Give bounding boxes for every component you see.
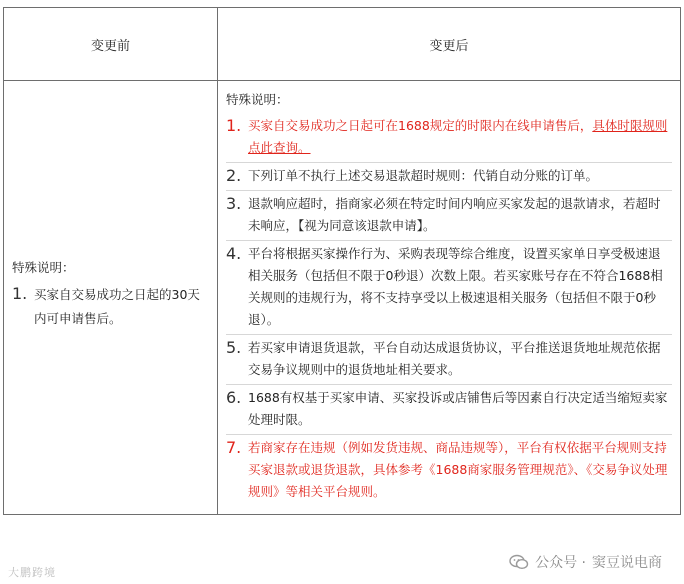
- rule-number: 6.: [226, 388, 242, 407]
- after-rule-list: [226, 115, 672, 506]
- rule-text: 若买家申请退货退款，平台自动达成退货协议，平台推送退货地址规范依据交易争议规则中的退货地址相关要求。: [248, 340, 661, 377]
- header-before: 变更前: [4, 8, 218, 81]
- rule-number: 5.: [226, 338, 242, 357]
- after-rule-item: [226, 437, 672, 506]
- after-intro: 特殊说明：: [226, 92, 289, 107]
- rule-text: [248, 115, 672, 159]
- rule-number: 1.: [226, 116, 242, 135]
- after-rule-item: [226, 243, 672, 335]
- after-rule-item: [226, 165, 672, 191]
- before-intro: 特殊说明：: [12, 260, 75, 275]
- comparison-table: [3, 7, 681, 515]
- after-rule-item: [226, 387, 672, 435]
- after-cell: [218, 81, 681, 515]
- before-rule-list: [12, 283, 209, 334]
- rule-number: 1.: [12, 284, 28, 303]
- rule-text: 若商家存在违规（例如发货违规、商品违规等），平台有权依据平台规则支持买家退款或退货退款，具体参考《1688商家服务管理规范》、《交易争议处理规则》等相关平台规则。: [248, 440, 668, 499]
- before-cell: [4, 81, 218, 515]
- rule-text-main: 买家自交易成功之日起可在1688规定的时限内在线申请售后，: [248, 118, 593, 133]
- rule-number: 2.: [226, 166, 242, 185]
- watermark-prefix: 公众号 ·: [535, 555, 586, 571]
- rule-text: 1688有权基于买家申请、买家投诉或店铺售后等因素自行决定适当缩短卖家处理时限。: [248, 390, 668, 427]
- rule-text: 退款响应超时，指商家必须在特定时间内响应买家发起的退款请求，若超时未响应，【视为同意该退款申请】。: [248, 196, 661, 233]
- watermark-name: 窦豆说电商: [592, 555, 662, 571]
- watermark-right: [509, 552, 662, 572]
- rule-number: 4.: [226, 244, 242, 263]
- rule-text: 买家自交易成功之日起的30天内可申请售后。: [34, 287, 200, 326]
- rule-text: 平台将根据买家操作行为、采购表现等综合维度，设置买家单日享受极速退相关服务（包括但不限于0秒退）次数上限。若买家账号存在不符合1688相关规则的违规行为，将不支持享受以上极速退相关服务（包括但不限于0秒退）。: [248, 246, 663, 327]
- wechat-icon: [509, 554, 529, 570]
- watermark-left: 大鹏跨境: [8, 566, 56, 579]
- after-rule-item: [226, 193, 672, 241]
- rule-number: 3.: [226, 194, 242, 213]
- rule-number: 7.: [226, 438, 242, 457]
- after-rule-item: [226, 337, 672, 385]
- time-limit-rule-link[interactable]: 具体时限规则点此查询。: [248, 118, 668, 155]
- content-row: [4, 81, 681, 515]
- rule-text: 下列订单不执行上述交易退款超时规则：代销自动分账的订单。: [248, 168, 599, 183]
- after-rule-item: [226, 115, 672, 163]
- header-row: [4, 8, 681, 81]
- before-rule-item: [12, 283, 209, 334]
- header-after: 变更后: [218, 8, 681, 81]
